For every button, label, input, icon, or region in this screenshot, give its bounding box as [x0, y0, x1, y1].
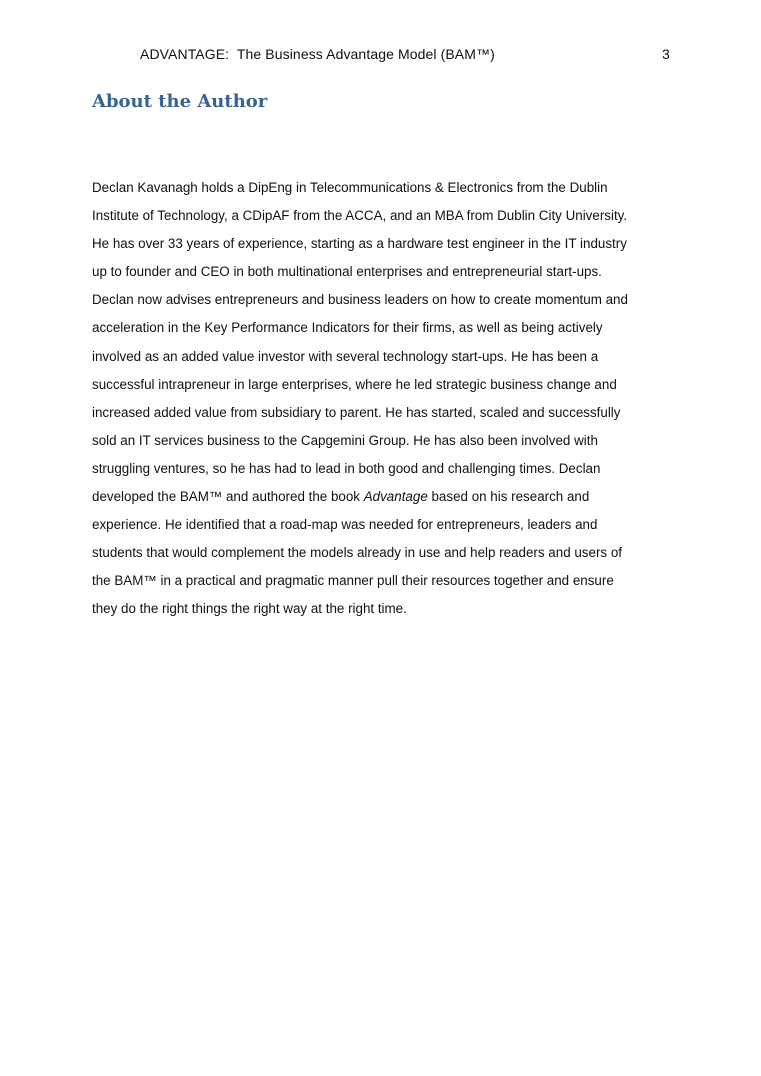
paragraph-line: acceleration in the Key Performance Indicators for their firms, as well as being actively	[92, 320, 603, 336]
author-bio-paragraph	[92, 174, 672, 624]
paragraph-line-with-book-title	[92, 483, 672, 511]
paragraph-line: experience. He identified that a road-map was needed for entrepreneurs, leaders and	[92, 517, 598, 533]
running-header-title: ADVANTAGE: The Business Advantage Model (BAM™)	[140, 46, 495, 62]
paragraph-line: Declan Kavanagh holds a DipEng in Telecommunications & Electronics from the Dublin	[92, 180, 608, 195]
line-text-after: based on his research and	[427, 489, 590, 505]
paragraph-line: the BAM™ in a practical and pragmatic manner pull their resources together and ensure	[92, 573, 614, 589]
line-text-before: developed the BAM™ and authored the book	[92, 489, 364, 505]
page-number: 3	[662, 46, 670, 62]
section-heading: About the Author	[92, 91, 268, 112]
paragraph-line: Declan now advises entrepreneurs and business leaders on how to create momentum and	[92, 292, 628, 308]
paragraph-line: students that would complement the models already in use and help readers and users of	[92, 545, 622, 561]
paragraph-line: increased added value from subsidiary to parent. He has started, scaled and successfully	[92, 404, 621, 420]
paragraph-line: they do the right things the right way at the right time.	[92, 601, 407, 617]
paragraph-line: He has over 33 years of experience, starting as a hardware test engineer in the IT industry	[92, 236, 627, 252]
paragraph-line: sold an IT services business to the Capgemini Group. He has also been involved with	[92, 432, 598, 448]
paragraph-line: involved as an added value investor with several technology start-ups. He has been a	[92, 348, 599, 364]
paragraph-line: up to founder and CEO in both multinational enterprises and entrepreneurial start-ups.	[92, 264, 602, 280]
paragraph-line: Institute of Technology, a CDipAF from the ACCA, and an MBA from Dublin City University.	[92, 208, 628, 224]
paragraph-line: successful intrapreneur in large enterprises, where he led strategic business change and	[92, 376, 617, 392]
book-title-italic: Advantage	[363, 489, 428, 505]
paragraph-line: struggling ventures, so he has had to lead in both good and challenging times. Declan	[92, 460, 601, 476]
